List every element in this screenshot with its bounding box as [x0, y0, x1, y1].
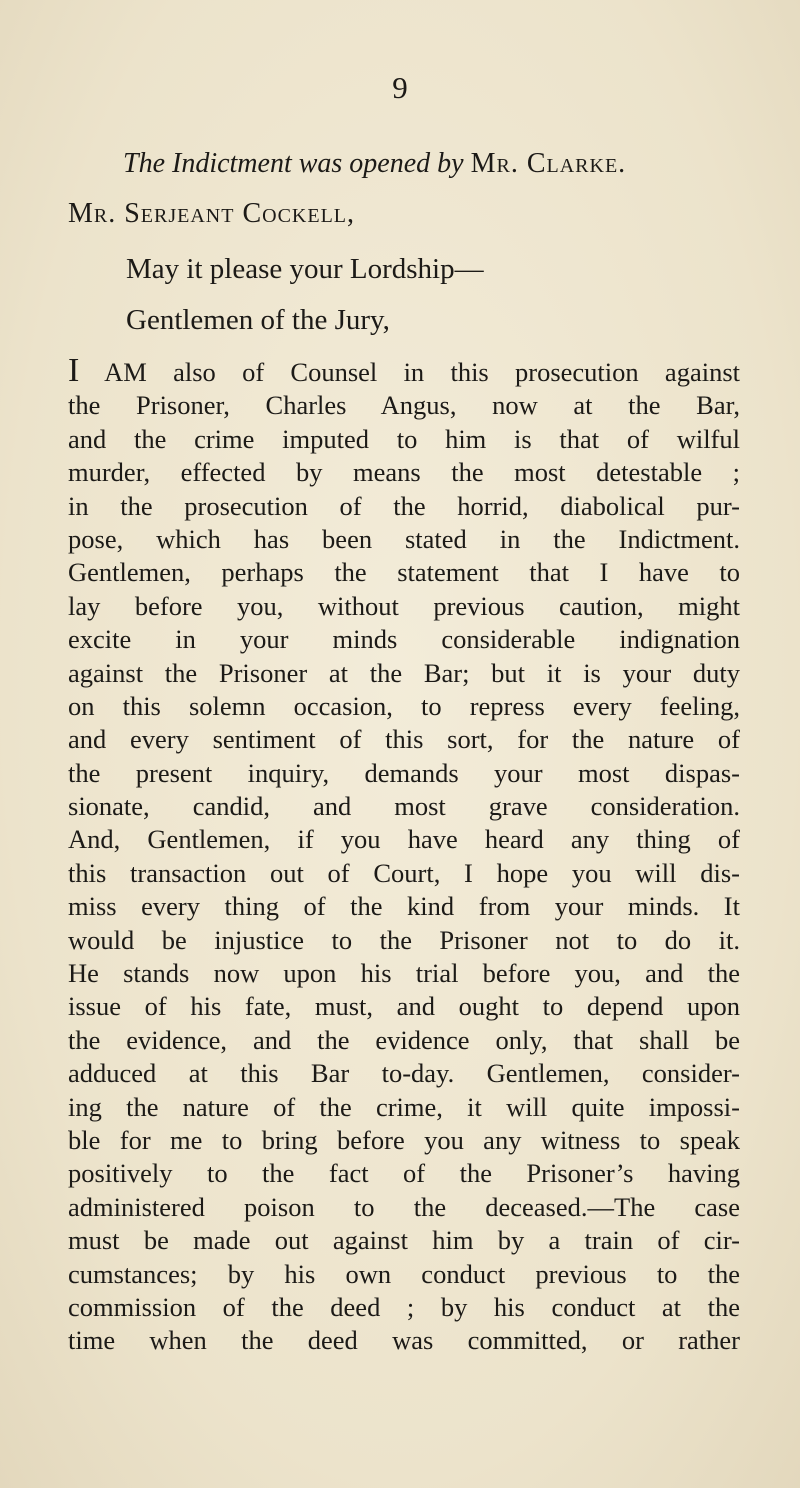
- body-line: murder, effected by means the most detestable ;: [68, 457, 740, 488]
- body-line: sionate, candid, and most grave consideration.: [68, 791, 740, 822]
- body-line: this transaction out of Court, I hope you will dis-: [68, 857, 740, 888]
- body-line: time when the deed was committed, or rather: [68, 1325, 740, 1356]
- salutation-jury: Gentlemen of the Jury,: [126, 304, 390, 336]
- body-line: pose, which has been stated in the Indictment.: [68, 523, 740, 554]
- body-line: on this solemn occasion, to repress every feeling,: [68, 690, 740, 721]
- body-line: ing the nature of the crime, it will quite impossi-: [68, 1091, 740, 1122]
- body-line: administered poison to the deceased.—The case: [68, 1191, 740, 1222]
- body-line: must be made out against him by a train of cir-: [68, 1225, 740, 1256]
- body-line: lay before you, without previous caution, might: [68, 590, 740, 621]
- body-line: the Prisoner, Charles Angus, now at the Bar,: [68, 390, 740, 421]
- body-line: against the Prisoner at the Bar; but it is your duty: [68, 657, 740, 688]
- body-line: And, Gentlemen, if you have heard any thing of: [68, 824, 740, 855]
- body-line: miss every thing of the kind from your minds. It: [68, 891, 740, 922]
- body-line: He stands now upon his trial before you, and the: [68, 958, 740, 989]
- body-line: commission of the deed ; by his conduct at the: [68, 1291, 740, 1322]
- body-line: issue of his fate, must, and ought to depend upon: [68, 991, 740, 1022]
- body-line: positively to the fact of the Prisoner’s having: [68, 1158, 740, 1189]
- body-line: in the prosecution of the horrid, diabolical pur-: [68, 490, 740, 521]
- body-line: and every sentiment of this sort, for the nature of: [68, 724, 740, 755]
- heading-name: Mr. Clarke.: [470, 148, 627, 179]
- body-line: Gentlemen, perhaps the statement that I have to: [68, 557, 740, 588]
- speaker-name: Mr. Serjeant Cockell,: [68, 198, 356, 229]
- heading: [123, 148, 626, 180]
- drop-cap: I: [68, 352, 80, 389]
- body-line: excite in your minds considerable indignation: [68, 624, 740, 655]
- page-number: 9: [392, 70, 408, 105]
- salutation-lordship: May it please your Lordship—: [126, 253, 484, 285]
- heading-italic-text: The Indictment was opened by: [123, 148, 471, 179]
- body-line: the present inquiry, demands your most dispas-: [68, 757, 740, 788]
- speech-body: [68, 352, 740, 1358]
- body-line: the evidence, and the evidence only, that shall be: [68, 1024, 740, 1055]
- body-line: would be injustice to the Prisoner not to do it.: [68, 924, 740, 955]
- body-line: adduced at this Bar to-day. Gentlemen, consider-: [68, 1058, 740, 1089]
- body-line: and the crime imputed to him is that of wilful: [68, 423, 740, 454]
- body-line: I AM also of Counsel in this prosecution against: [68, 352, 740, 389]
- body-line: ble for me to bring before you any witness to speak: [68, 1124, 740, 1155]
- body-line: cumstances; by his own conduct previous to the: [68, 1258, 740, 1289]
